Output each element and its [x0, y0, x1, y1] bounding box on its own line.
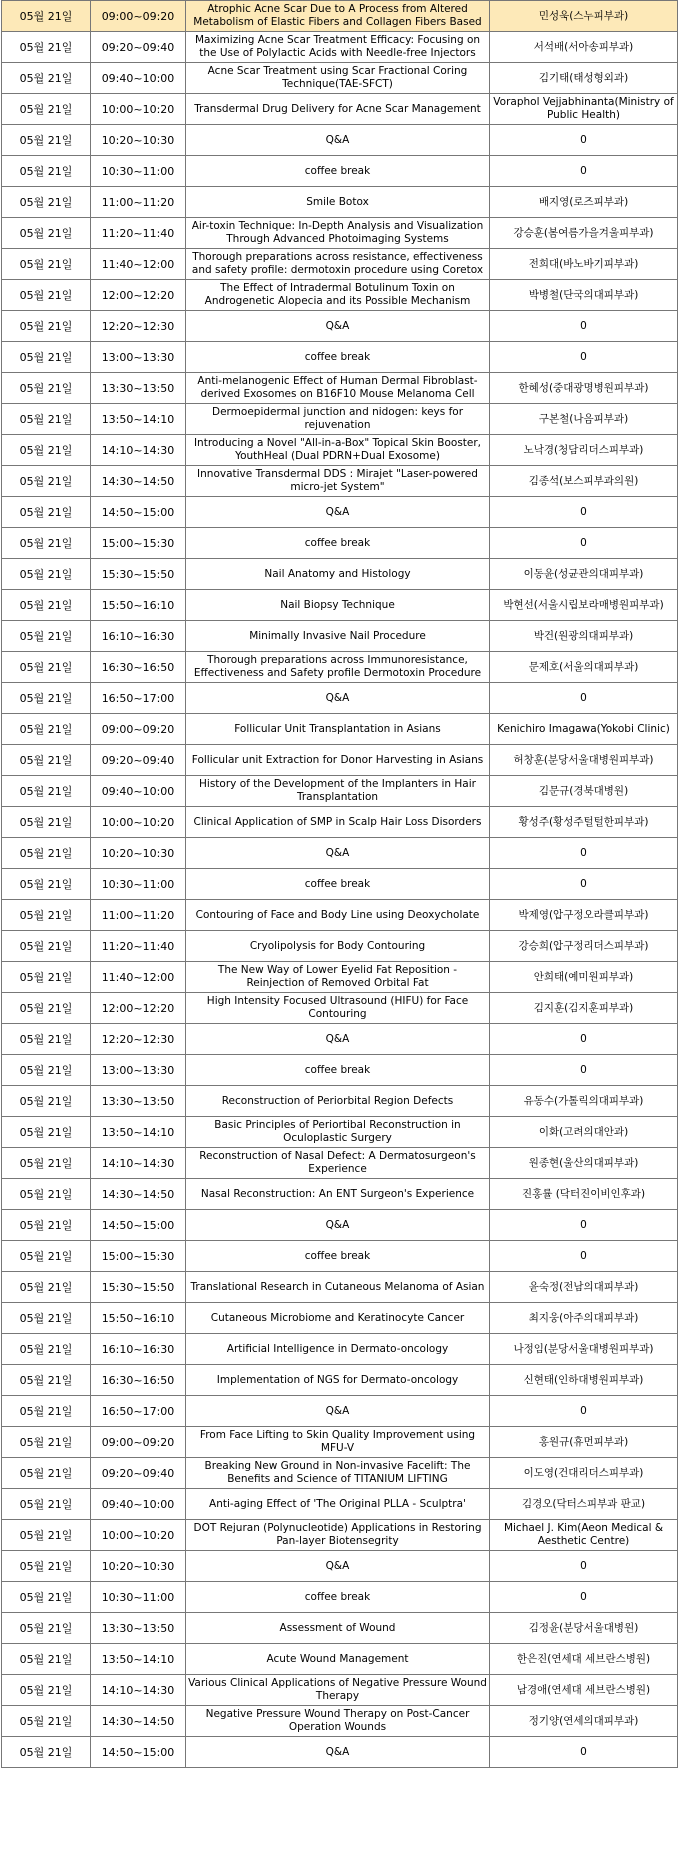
- title-cell: Q&A: [186, 125, 490, 156]
- speaker-cell: 황성주(황성주털털한피부과): [490, 807, 678, 838]
- time-cell: 14:30~14:50: [91, 1179, 186, 1210]
- time-cell: 13:50~14:10: [91, 404, 186, 435]
- table-row: [2, 1582, 678, 1613]
- date-cell: 05월 21일: [2, 404, 91, 435]
- speaker-cell: 한혜성(중대광명병원피부과): [490, 373, 678, 404]
- speaker-cell: 0: [490, 1055, 678, 1086]
- time-cell: 15:50~16:10: [91, 1303, 186, 1334]
- speaker-cell: 박건(원광의대피부과): [490, 621, 678, 652]
- table-row: [2, 404, 678, 435]
- time-cell: 10:30~11:00: [91, 869, 186, 900]
- table-row: [2, 1241, 678, 1272]
- date-cell: 05월 21일: [2, 1241, 91, 1272]
- table-row: [2, 342, 678, 373]
- speaker-cell: 윤숙정(전남의대피부과): [490, 1272, 678, 1303]
- title-cell: coffee break: [186, 1241, 490, 1272]
- table-row: [2, 1365, 678, 1396]
- speaker-cell: 박병철(단국의대피부과): [490, 280, 678, 311]
- speaker-cell: 0: [490, 838, 678, 869]
- time-cell: 13:50~14:10: [91, 1644, 186, 1675]
- title-cell: Innovative Transdermal DDS : Mirajet "Laser-powered micro-jet System": [186, 466, 490, 497]
- speaker-cell: 서석배(서아송피부과): [490, 32, 678, 63]
- speaker-cell: 정기양(연세의대피부과): [490, 1706, 678, 1737]
- time-cell: 10:00~10:20: [91, 807, 186, 838]
- speaker-cell: 0: [490, 869, 678, 900]
- speaker-cell: 0: [490, 125, 678, 156]
- speaker-cell: 0: [490, 1737, 678, 1768]
- title-cell: coffee break: [186, 1055, 490, 1086]
- title-cell: Q&A: [186, 838, 490, 869]
- time-cell: 16:30~16:50: [91, 1365, 186, 1396]
- time-cell: 09:20~09:40: [91, 1458, 186, 1489]
- speaker-cell: 이화(고려의대안과): [490, 1117, 678, 1148]
- title-cell: The New Way of Lower Eyelid Fat Reposition - Reinjection of Removed Orbital Fat: [186, 962, 490, 993]
- date-cell: 05월 21일: [2, 1334, 91, 1365]
- time-cell: 10:20~10:30: [91, 125, 186, 156]
- table-row: [2, 311, 678, 342]
- title-cell: Introducing a Novel "All-in-a-Box" Topical Skin Booster, YouthHeal (Dual PDRN+Dual Exosome): [186, 435, 490, 466]
- date-cell: 05월 21일: [2, 683, 91, 714]
- time-cell: 11:00~11:20: [91, 900, 186, 931]
- speaker-cell: 문제호(서울의대피부과): [490, 652, 678, 683]
- title-cell: Q&A: [186, 311, 490, 342]
- speaker-cell: 박제영(압구정오라클피부과): [490, 900, 678, 931]
- speaker-cell: 김문규(경북대병원): [490, 776, 678, 807]
- date-cell: 05월 21일: [2, 187, 91, 218]
- date-cell: 05월 21일: [2, 497, 91, 528]
- time-cell: 12:20~12:30: [91, 311, 186, 342]
- date-cell: 05월 21일: [2, 1644, 91, 1675]
- speaker-cell: 이동윤(성균관의대피부과): [490, 559, 678, 590]
- speaker-cell: 김경오(닥터스피부과 판교): [490, 1489, 678, 1520]
- title-cell: Nail Biopsy Technique: [186, 590, 490, 621]
- time-cell: 09:40~10:00: [91, 776, 186, 807]
- time-cell: 15:50~16:10: [91, 590, 186, 621]
- speaker-cell: 강승희(압구정리더스피부과): [490, 931, 678, 962]
- speaker-cell: 0: [490, 528, 678, 559]
- schedule-table: [1, 0, 678, 1768]
- time-cell: 13:30~13:50: [91, 1086, 186, 1117]
- date-cell: 05월 21일: [2, 1489, 91, 1520]
- table-row: [2, 1644, 678, 1675]
- time-cell: 10:20~10:30: [91, 1551, 186, 1582]
- table-row: [2, 218, 678, 249]
- table-row: [2, 373, 678, 404]
- time-cell: 13:30~13:50: [91, 373, 186, 404]
- title-cell: Minimally Invasive Nail Procedure: [186, 621, 490, 652]
- date-cell: 05월 21일: [2, 1458, 91, 1489]
- title-cell: History of the Development of the Implanters in Hair Transplantation: [186, 776, 490, 807]
- time-cell: 14:10~14:30: [91, 435, 186, 466]
- table-row: [2, 559, 678, 590]
- date-cell: 05월 21일: [2, 280, 91, 311]
- title-cell: coffee break: [186, 342, 490, 373]
- table-row: [2, 776, 678, 807]
- table-row: [2, 900, 678, 931]
- schedule-body: [2, 1, 678, 1768]
- title-cell: Q&A: [186, 497, 490, 528]
- table-row: [2, 497, 678, 528]
- title-cell: Q&A: [186, 1210, 490, 1241]
- speaker-cell: 0: [490, 1024, 678, 1055]
- date-cell: 05월 21일: [2, 807, 91, 838]
- date-cell: 05월 21일: [2, 1737, 91, 1768]
- title-cell: Anti-aging Effect of 'The Original PLLA - Sculptra': [186, 1489, 490, 1520]
- title-cell: Cryolipolysis for Body Contouring: [186, 931, 490, 962]
- title-cell: Q&A: [186, 1737, 490, 1768]
- time-cell: 16:10~16:30: [91, 1334, 186, 1365]
- date-cell: 05월 21일: [2, 1706, 91, 1737]
- table-row: [2, 590, 678, 621]
- title-cell: Negative Pressure Wound Therapy on Post-Cancer Operation Wounds: [186, 1706, 490, 1737]
- speaker-cell: 신현태(인하대병원피부과): [490, 1365, 678, 1396]
- table-row: [2, 156, 678, 187]
- title-cell: Q&A: [186, 1024, 490, 1055]
- time-cell: 14:50~15:00: [91, 1210, 186, 1241]
- time-cell: 14:10~14:30: [91, 1675, 186, 1706]
- speaker-cell: Kenichiro Imagawa(Yokobi Clinic): [490, 714, 678, 745]
- title-cell: Acute Wound Management: [186, 1644, 490, 1675]
- date-cell: 05월 21일: [2, 1675, 91, 1706]
- table-row: [2, 1210, 678, 1241]
- table-row: [2, 993, 678, 1024]
- title-cell: Reconstruction of Nasal Defect: A Dermatosurgeon's Experience: [186, 1148, 490, 1179]
- speaker-cell: 김지훈(김지훈피부과): [490, 993, 678, 1024]
- speaker-cell: 전희대(바노바기피부과): [490, 249, 678, 280]
- date-cell: 05월 21일: [2, 1272, 91, 1303]
- date-cell: 05월 21일: [2, 32, 91, 63]
- date-cell: 05월 21일: [2, 342, 91, 373]
- title-cell: Transdermal Drug Delivery for Acne Scar Management: [186, 94, 490, 125]
- table-row: [2, 1055, 678, 1086]
- time-cell: 09:00~09:20: [91, 1, 186, 32]
- title-cell: Acne Scar Treatment using Scar Fractional Coring Technique(TAE-SFCT): [186, 63, 490, 94]
- speaker-cell: 0: [490, 1551, 678, 1582]
- time-cell: 15:30~15:50: [91, 559, 186, 590]
- date-cell: 05월 21일: [2, 900, 91, 931]
- table-row: [2, 466, 678, 497]
- table-row: [2, 435, 678, 466]
- table-row: [2, 1737, 678, 1768]
- time-cell: 09:40~10:00: [91, 1489, 186, 1520]
- date-cell: 05월 21일: [2, 559, 91, 590]
- table-row: [2, 621, 678, 652]
- speaker-cell: 나정임(분당서울대병원피부과): [490, 1334, 678, 1365]
- time-cell: 14:50~15:00: [91, 497, 186, 528]
- time-cell: 09:20~09:40: [91, 32, 186, 63]
- table-row: [2, 249, 678, 280]
- title-cell: coffee break: [186, 528, 490, 559]
- date-cell: 05월 21일: [2, 1024, 91, 1055]
- title-cell: Smile Botox: [186, 187, 490, 218]
- title-cell: Air-toxin Technique: In-Depth Analysis and Visualization Through Advanced Photoimaging Systems: [186, 218, 490, 249]
- date-cell: 05월 21일: [2, 714, 91, 745]
- title-cell: Q&A: [186, 1396, 490, 1427]
- date-cell: 05월 21일: [2, 249, 91, 280]
- title-cell: Thorough preparations across resistance, effectiveness and safety profile: dermotoxin procedure using Coretox: [186, 249, 490, 280]
- table-row: [2, 32, 678, 63]
- time-cell: 12:20~12:30: [91, 1024, 186, 1055]
- time-cell: 14:30~14:50: [91, 466, 186, 497]
- time-cell: 11:40~12:00: [91, 249, 186, 280]
- date-cell: 05월 21일: [2, 1520, 91, 1551]
- table-row: [2, 869, 678, 900]
- time-cell: 12:00~12:20: [91, 280, 186, 311]
- time-cell: 11:40~12:00: [91, 962, 186, 993]
- title-cell: coffee break: [186, 869, 490, 900]
- time-cell: 15:00~15:30: [91, 528, 186, 559]
- table-row: [2, 63, 678, 94]
- time-cell: 12:00~12:20: [91, 993, 186, 1024]
- date-cell: 05월 21일: [2, 838, 91, 869]
- title-cell: Assessment of Wound: [186, 1613, 490, 1644]
- date-cell: 05월 21일: [2, 1303, 91, 1334]
- speaker-cell: 배지영(로즈피부과): [490, 187, 678, 218]
- speaker-cell: 유동수(가톨릭의대피부과): [490, 1086, 678, 1117]
- table-row: [2, 1396, 678, 1427]
- date-cell: 05월 21일: [2, 1086, 91, 1117]
- date-cell: 05월 21일: [2, 1179, 91, 1210]
- title-cell: Follicular Unit Transplantation in Asians: [186, 714, 490, 745]
- time-cell: 11:20~11:40: [91, 931, 186, 962]
- table-row: [2, 1613, 678, 1644]
- date-cell: 05월 21일: [2, 590, 91, 621]
- date-cell: 05월 21일: [2, 962, 91, 993]
- speaker-cell: 노낙경(청담리더스피부과): [490, 435, 678, 466]
- date-cell: 05월 21일: [2, 373, 91, 404]
- time-cell: 10:30~11:00: [91, 156, 186, 187]
- table-row: [2, 187, 678, 218]
- time-cell: 15:30~15:50: [91, 1272, 186, 1303]
- title-cell: Thorough preparations across Immunoresistance, Effectiveness and Safety profile Dermotoxin Procedure: [186, 652, 490, 683]
- title-cell: Anti-melanogenic Effect of Human Dermal Fibroblast-derived Exosomes on B16F10 Mouse Melanoma Cell: [186, 373, 490, 404]
- table-row: [2, 1148, 678, 1179]
- table-row: [2, 1675, 678, 1706]
- date-cell: 05월 21일: [2, 621, 91, 652]
- table-row: [2, 1179, 678, 1210]
- time-cell: 10:30~11:00: [91, 1582, 186, 1613]
- title-cell: Q&A: [186, 683, 490, 714]
- date-cell: 05월 21일: [2, 869, 91, 900]
- time-cell: 13:00~13:30: [91, 342, 186, 373]
- table-row: [2, 1272, 678, 1303]
- date-cell: 05월 21일: [2, 311, 91, 342]
- time-cell: 11:20~11:40: [91, 218, 186, 249]
- time-cell: 10:00~10:20: [91, 94, 186, 125]
- title-cell: Artificial Intelligence in Dermato-oncology: [186, 1334, 490, 1365]
- time-cell: 13:30~13:50: [91, 1613, 186, 1644]
- date-cell: 05월 21일: [2, 63, 91, 94]
- time-cell: 16:30~16:50: [91, 652, 186, 683]
- title-cell: High Intensity Focused Ultrasound (HIFU) for Face Contouring: [186, 993, 490, 1024]
- date-cell: 05월 21일: [2, 776, 91, 807]
- date-cell: 05월 21일: [2, 528, 91, 559]
- table-row: [2, 1458, 678, 1489]
- speaker-cell: 진홍률 (닥터진이비인후과): [490, 1179, 678, 1210]
- title-cell: Translational Research in Cutaneous Melanoma of Asian: [186, 1272, 490, 1303]
- date-cell: 05월 21일: [2, 1210, 91, 1241]
- speaker-cell: 최지웅(아주의대피부과): [490, 1303, 678, 1334]
- date-cell: 05월 21일: [2, 745, 91, 776]
- speaker-cell: 0: [490, 1241, 678, 1272]
- speaker-cell: 안희태(예미원피부과): [490, 962, 678, 993]
- title-cell: Various Clinical Applications of Negative Pressure Wound Therapy: [186, 1675, 490, 1706]
- title-cell: Cutaneous Microbiome and Keratinocyte Cancer: [186, 1303, 490, 1334]
- time-cell: 13:00~13:30: [91, 1055, 186, 1086]
- table-row: [2, 1334, 678, 1365]
- date-cell: 05월 21일: [2, 125, 91, 156]
- speaker-cell: 김종석(보스피부과의원): [490, 466, 678, 497]
- title-cell: Breaking New Ground in Non-invasive Facelift: The Benefits and Science of TITANIUM LIFTING: [186, 1458, 490, 1489]
- date-cell: 05월 21일: [2, 466, 91, 497]
- speaker-cell: 홍원규(휴먼피부과): [490, 1427, 678, 1458]
- table-row: [2, 1551, 678, 1582]
- title-cell: coffee break: [186, 156, 490, 187]
- title-cell: Clinical Application of SMP in Scalp Hair Loss Disorders: [186, 807, 490, 838]
- table-row: [2, 280, 678, 311]
- speaker-cell: Voraphol Vejjabhinanta(Ministry of Public Health): [490, 94, 678, 125]
- speaker-cell: 민성욱(스누피부과): [490, 1, 678, 32]
- date-cell: 05월 21일: [2, 1582, 91, 1613]
- speaker-cell: 0: [490, 342, 678, 373]
- date-cell: 05월 21일: [2, 652, 91, 683]
- time-cell: 10:00~10:20: [91, 1520, 186, 1551]
- speaker-cell: 0: [490, 683, 678, 714]
- speaker-cell: 0: [490, 1582, 678, 1613]
- time-cell: 16:50~17:00: [91, 683, 186, 714]
- time-cell: 14:10~14:30: [91, 1148, 186, 1179]
- speaker-cell: 구본철(나음피부과): [490, 404, 678, 435]
- title-cell: Follicular unit Extraction for Donor Harvesting in Asians: [186, 745, 490, 776]
- table-row: [2, 528, 678, 559]
- title-cell: Q&A: [186, 1551, 490, 1582]
- date-cell: 05월 21일: [2, 156, 91, 187]
- date-cell: 05월 21일: [2, 1055, 91, 1086]
- date-cell: 05월 21일: [2, 1396, 91, 1427]
- speaker-cell: 박현선(서울시립보라매병원피부과): [490, 590, 678, 621]
- speaker-cell: 김기태(태성형외과): [490, 63, 678, 94]
- time-cell: 13:50~14:10: [91, 1117, 186, 1148]
- title-cell: Atrophic Acne Scar Due to A Process from Altered Metabolism of Elastic Fibers and Collagen Fibers Based: [186, 1, 490, 32]
- time-cell: 11:00~11:20: [91, 187, 186, 218]
- date-cell: 05월 21일: [2, 993, 91, 1024]
- table-row: [2, 745, 678, 776]
- table-row: [2, 683, 678, 714]
- table-row: [2, 1427, 678, 1458]
- speaker-cell: 허창훈(분당서울대병원피부과): [490, 745, 678, 776]
- table-row: [2, 1117, 678, 1148]
- title-cell: The Effect of Intradermal Botulinum Toxin on Androgenetic Alopecia and its Possible Mechanism: [186, 280, 490, 311]
- table-row: [2, 931, 678, 962]
- title-cell: Dermoepidermal junction and nidogen: keys for rejuvenation: [186, 404, 490, 435]
- speaker-cell: 이도영(건대리더스피부과): [490, 1458, 678, 1489]
- speaker-cell: Michael J. Kim(Aeon Medical & Aesthetic Centre): [490, 1520, 678, 1551]
- date-cell: 05월 21일: [2, 1551, 91, 1582]
- speaker-cell: 강승훈(봄여름가을겨울피부과): [490, 218, 678, 249]
- table-row: [2, 652, 678, 683]
- speaker-cell: 한은진(연세대 세브란스병원): [490, 1644, 678, 1675]
- table-row: [2, 1303, 678, 1334]
- time-cell: 14:30~14:50: [91, 1706, 186, 1737]
- time-cell: 09:00~09:20: [91, 1427, 186, 1458]
- date-cell: 05월 21일: [2, 1117, 91, 1148]
- time-cell: 09:00~09:20: [91, 714, 186, 745]
- date-cell: 05월 21일: [2, 435, 91, 466]
- speaker-cell: 0: [490, 1210, 678, 1241]
- speaker-cell: 0: [490, 1396, 678, 1427]
- table-row: [2, 1, 678, 32]
- time-cell: 09:20~09:40: [91, 745, 186, 776]
- table-row: [2, 807, 678, 838]
- title-cell: Contouring of Face and Body Line using Deoxycholate: [186, 900, 490, 931]
- date-cell: 05월 21일: [2, 218, 91, 249]
- title-cell: From Face Lifting to Skin Quality Improvement using MFU-V: [186, 1427, 490, 1458]
- date-cell: 05월 21일: [2, 1613, 91, 1644]
- date-cell: 05월 21일: [2, 931, 91, 962]
- table-row: [2, 1024, 678, 1055]
- title-cell: Nail Anatomy and Histology: [186, 559, 490, 590]
- time-cell: 10:20~10:30: [91, 838, 186, 869]
- title-cell: coffee break: [186, 1582, 490, 1613]
- date-cell: 05월 21일: [2, 1427, 91, 1458]
- time-cell: 14:50~15:00: [91, 1737, 186, 1768]
- table-row: [2, 1706, 678, 1737]
- speaker-cell: 0: [490, 156, 678, 187]
- table-row: [2, 1520, 678, 1551]
- table-row: [2, 962, 678, 993]
- table-row: [2, 1489, 678, 1520]
- table-row: [2, 838, 678, 869]
- speaker-cell: 남경애(연세대 세브란스병원): [490, 1675, 678, 1706]
- time-cell: 09:40~10:00: [91, 63, 186, 94]
- table-row: [2, 714, 678, 745]
- title-cell: Maximizing Acne Scar Treatment Efficacy: Focusing on the Use of Polylactic Acids with Needle-free Injectors: [186, 32, 490, 63]
- time-cell: 15:00~15:30: [91, 1241, 186, 1272]
- speaker-cell: 김정윤(분당서울대병원): [490, 1613, 678, 1644]
- speaker-cell: 0: [490, 497, 678, 528]
- table-row: [2, 1086, 678, 1117]
- date-cell: 05월 21일: [2, 94, 91, 125]
- title-cell: Nasal Reconstruction: An ENT Surgeon's Experience: [186, 1179, 490, 1210]
- speaker-cell: 원종현(울산의대피부과): [490, 1148, 678, 1179]
- table-row: [2, 125, 678, 156]
- date-cell: 05월 21일: [2, 1, 91, 32]
- title-cell: Implementation of NGS for Dermato-oncology: [186, 1365, 490, 1396]
- title-cell: Reconstruction of Periorbital Region Defects: [186, 1086, 490, 1117]
- date-cell: 05월 21일: [2, 1148, 91, 1179]
- speaker-cell: 0: [490, 311, 678, 342]
- time-cell: 16:10~16:30: [91, 621, 186, 652]
- title-cell: Basic Principles of Periortibal Reconstruction in Oculoplastic Surgery: [186, 1117, 490, 1148]
- title-cell: DOT Rejuran (Polynucleotide) Applications in Restoring Pan-layer Biotensegrity: [186, 1520, 490, 1551]
- date-cell: 05월 21일: [2, 1365, 91, 1396]
- table-row: [2, 94, 678, 125]
- time-cell: 16:50~17:00: [91, 1396, 186, 1427]
